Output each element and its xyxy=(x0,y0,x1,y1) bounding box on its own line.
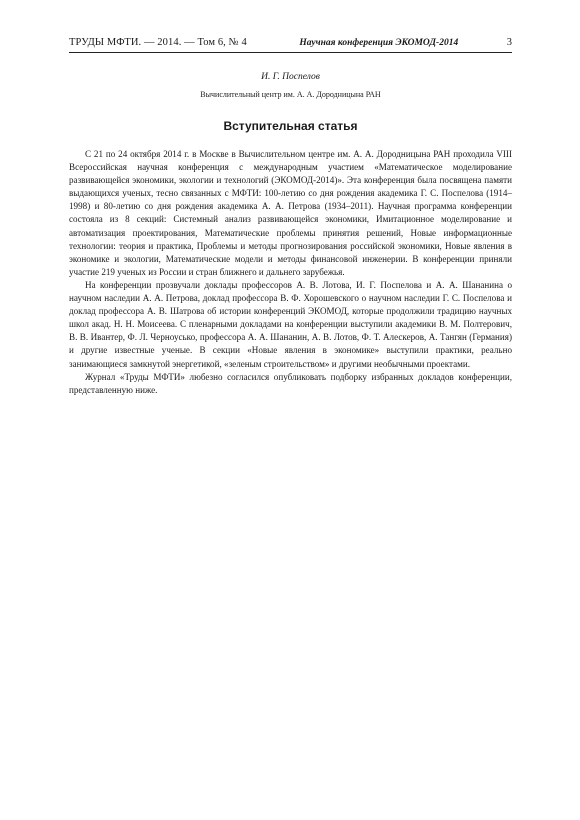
running-header xyxy=(69,36,512,53)
paragraph: Журнал «Труды МФТИ» любезно согласился опубликовать подборку избранных докладов конференции, представленную ниже. xyxy=(69,371,512,395)
author-name: И. Г. Поспелов xyxy=(261,72,320,82)
author-affiliation: Вычислительный центр им. А. А. Дородницына РАН xyxy=(200,90,381,99)
conference-name: Научная конференция ЭКОМОД-2014 xyxy=(299,38,459,48)
paragraph: С 21 по 24 октября 2014 г. в Москве в Вычислительном центре им. А. А. Дородницына РАН проходила VIII Всероссийская научная конференция с международным участием «Математическое моделирование развивающейся экономики, экологии и технологий (ЭКОМОД-2014)». Эта конференция была посвящена памяти выдающихся ученых, тесно связанных с МФТИ: 100-летию со дня рождения академика Г. С. Поспелова (1914–1998) и 80-летию со дня рождения академика А. А. Петрова (1934–2011). Научная программа конференции состояла из 8 секций: Системный анализ развивающейся экономики, Имитационное моделирование и автоматизация проектирования, Математические проблемы принятия решений, Новые информационные технологии: теория и практика, Проблемы и методы прогнозирования российской экономики, Новые явления в экономике и экологии, Математические модели и методы финансовой инженерии. В конференции приняли участие 219 ученых из России и стран ближнего и дальнего зарубежья. xyxy=(69,149,512,277)
article-title: Вступительная статья xyxy=(223,119,358,133)
article-body xyxy=(69,148,512,397)
journal-citation: ТРУДЫ МФТИ. — 2014. — Том 6, № 4 xyxy=(69,37,247,48)
page-number: 3 xyxy=(506,37,512,48)
journal-page xyxy=(69,36,512,397)
paragraph: На конференции прозвучали доклады профессоров А. В. Лотова, И. Г. Поспелова и А. А. Шананина о научном наследии А. А. Петрова, доклад профессора В. Ф. Хорошевского о научном наследии Г. С. Поспелова и доклад профессора А. В. Шатрова об истории конференций ЭКОМОД, которые продолжили традицию научных школ акад. Н. Н. Моисеева. С пленарными докладами на конференции выступили академики В. М. Полтерович, В. В. Ивантер, Ф. Л. Черноусько, профессора А. А. Шананин, А. В. Лотов, Ф. Т. Алескеров, А. Тангян (Германия) и другие известные ученые. В секции «Новые явления в экономике» выступили практики, реально занимающиеся замкнутой энергетикой, «зеленым строительством» и другими необычными проектами. xyxy=(69,279,512,369)
